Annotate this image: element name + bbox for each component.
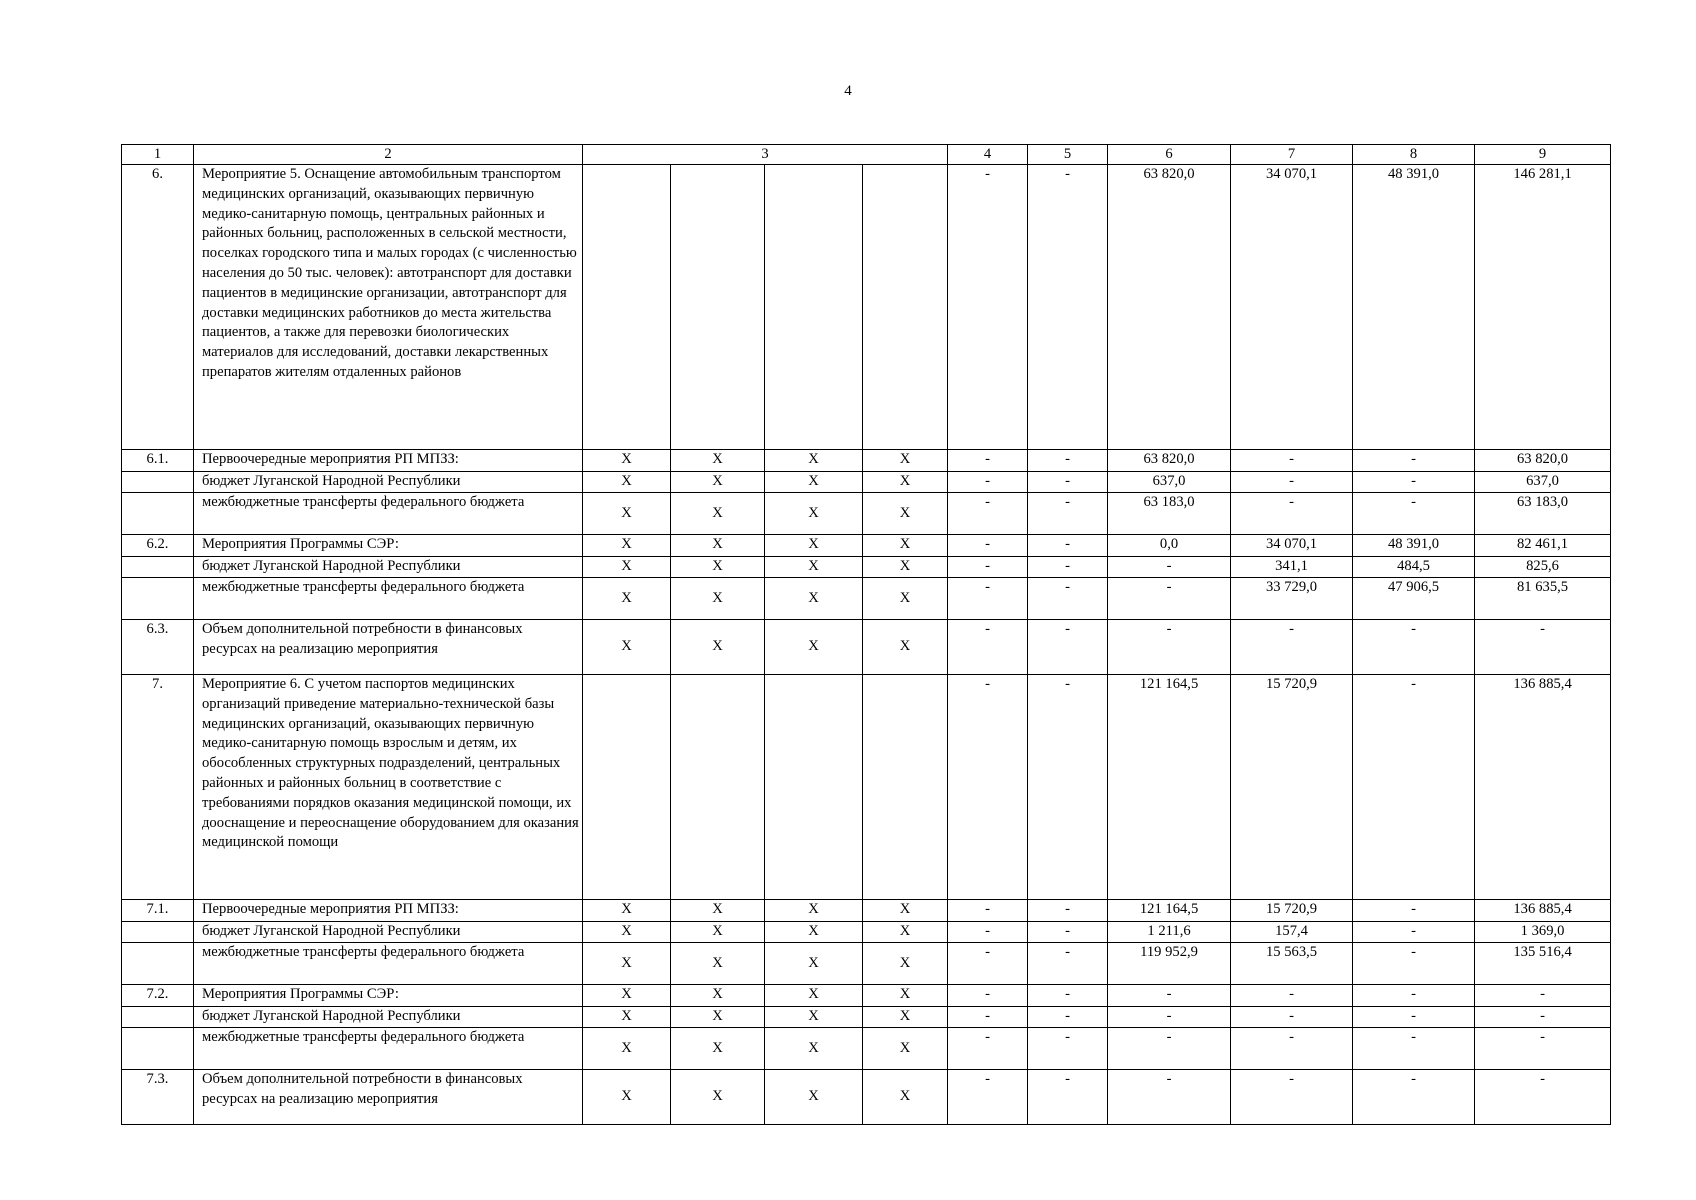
value-cell-c6: 63 820,0 <box>1108 165 1231 450</box>
value-cell-c6: 1 211,6 <box>1108 922 1231 943</box>
table-row <box>122 535 1611 557</box>
x-mark-cell: X <box>765 493 863 535</box>
row-name: межбюджетные трансферты федерального бюджета <box>194 943 583 985</box>
header-cell: 1 <box>122 145 194 165</box>
x-mark-cell <box>765 165 863 450</box>
value-cell-c9: 136 885,4 <box>1475 675 1611 900</box>
value-cell-c5: - <box>1028 620 1108 675</box>
x-mark-cell: X <box>863 985 948 1007</box>
x-mark-cell: X <box>583 1007 671 1028</box>
table-row <box>122 1070 1611 1125</box>
value-cell-c5: - <box>1028 472 1108 493</box>
value-cell-c6: 63 183,0 <box>1108 493 1231 535</box>
value-cell-c7: 15 563,5 <box>1231 943 1353 985</box>
row-name: Объем дополнительной потребности в финансовых ресурсах на реализацию мероприятия <box>194 1070 583 1125</box>
value-cell-c4: - <box>948 450 1028 472</box>
x-mark-cell: X <box>863 1007 948 1028</box>
x-mark-cell <box>671 165 765 450</box>
x-mark-cell: X <box>765 1070 863 1125</box>
value-cell-c7: - <box>1231 1028 1353 1070</box>
x-mark-cell: X <box>863 1028 948 1070</box>
x-mark-cell: X <box>671 620 765 675</box>
value-cell-c7: 34 070,1 <box>1231 535 1353 557</box>
table-row <box>122 922 1611 943</box>
value-cell-c4: - <box>948 578 1028 620</box>
row-name: Первоочередные мероприятия РП МПЗЗ: <box>194 450 583 472</box>
value-cell-c7: 341,1 <box>1231 557 1353 578</box>
value-cell-c8: - <box>1353 1070 1475 1125</box>
value-cell-c7: - <box>1231 1007 1353 1028</box>
table-row <box>122 578 1611 620</box>
value-cell-c7: 34 070,1 <box>1231 165 1353 450</box>
x-mark-cell: X <box>765 1007 863 1028</box>
value-cell-c4: - <box>948 1070 1028 1125</box>
x-mark-cell: X <box>671 557 765 578</box>
value-cell-c6: - <box>1108 1070 1231 1125</box>
x-mark-cell: X <box>765 557 863 578</box>
value-cell-c5: - <box>1028 578 1108 620</box>
x-mark-cell: X <box>671 1070 765 1125</box>
row-name: Мероприятие 5. Оснащение автомобильным транспортом медицинских организаций, оказывающих первичную медико-санитарную помощь, центральных районных и районных больниц, расположенных в сельской местности, поселках городского типа и малых городах (с численностью населения до 50 тыс. человек): автотранспорт для доставки пациентов в медицинские организации, автотранспорт для доставки медицинских работников до места жительства пациентов, а также для перевозки биологических материалов для исследований, доставки лекарственных препаратов жителям отдаленных районов <box>194 165 583 450</box>
x-mark-cell: X <box>765 1028 863 1070</box>
row-name: бюджет Луганской Народной Республики <box>194 472 583 493</box>
table-row <box>122 620 1611 675</box>
value-cell-c4: - <box>948 493 1028 535</box>
value-cell-c5: - <box>1028 675 1108 900</box>
row-name: межбюджетные трансферты федерального бюджета <box>194 1028 583 1070</box>
table-row <box>122 472 1611 493</box>
header-cell: 6 <box>1108 145 1231 165</box>
value-cell-c8: - <box>1353 900 1475 922</box>
row-number <box>122 493 194 535</box>
value-cell-c8: - <box>1353 1028 1475 1070</box>
row-number <box>122 557 194 578</box>
header-cell: 8 <box>1353 145 1475 165</box>
value-cell-c7: - <box>1231 450 1353 472</box>
value-cell-c7: - <box>1231 493 1353 535</box>
value-cell-c9: 135 516,4 <box>1475 943 1611 985</box>
value-cell-c4: - <box>948 165 1028 450</box>
value-cell-c8: 48 391,0 <box>1353 165 1475 450</box>
x-mark-cell: X <box>583 493 671 535</box>
value-cell-c4: - <box>948 620 1028 675</box>
value-cell-c6: 119 952,9 <box>1108 943 1231 985</box>
x-mark-cell: X <box>765 900 863 922</box>
value-cell-c9: 81 635,5 <box>1475 578 1611 620</box>
row-number: 7.2. <box>122 985 194 1007</box>
value-cell-c5: - <box>1028 985 1108 1007</box>
value-cell-c8: - <box>1353 1007 1475 1028</box>
value-cell-c9: 136 885,4 <box>1475 900 1611 922</box>
value-cell-c6: 63 820,0 <box>1108 450 1231 472</box>
x-mark-cell: X <box>863 578 948 620</box>
value-cell-c4: - <box>948 985 1028 1007</box>
x-mark-cell: X <box>583 557 671 578</box>
row-number <box>122 1028 194 1070</box>
header-cell: 9 <box>1475 145 1611 165</box>
value-cell-c6: - <box>1108 557 1231 578</box>
x-mark-cell <box>863 165 948 450</box>
row-name: межбюджетные трансферты федерального бюджета <box>194 493 583 535</box>
value-cell-c7: - <box>1231 985 1353 1007</box>
value-cell-c5: - <box>1028 165 1108 450</box>
x-mark-cell: X <box>583 900 671 922</box>
table-row <box>122 985 1611 1007</box>
row-number <box>122 472 194 493</box>
table-row <box>122 165 1611 450</box>
header-cell: 7 <box>1231 145 1353 165</box>
value-cell-c5: - <box>1028 535 1108 557</box>
x-mark-cell: X <box>583 1070 671 1125</box>
x-mark-cell: X <box>863 900 948 922</box>
value-cell-c4: - <box>948 900 1028 922</box>
x-mark-cell: X <box>583 535 671 557</box>
value-cell-c5: - <box>1028 922 1108 943</box>
value-cell-c9: 637,0 <box>1475 472 1611 493</box>
x-mark-cell <box>863 675 948 900</box>
row-number: 7.3. <box>122 1070 194 1125</box>
row-number <box>122 943 194 985</box>
value-cell-c9: - <box>1475 1070 1611 1125</box>
value-cell-c5: - <box>1028 1070 1108 1125</box>
row-name: бюджет Луганской Народной Республики <box>194 922 583 943</box>
row-name: бюджет Луганской Народной Республики <box>194 557 583 578</box>
row-name: Мероприятия Программы СЭР: <box>194 535 583 557</box>
row-name: бюджет Луганской Народной Республики <box>194 1007 583 1028</box>
row-number <box>122 578 194 620</box>
row-number: 6. <box>122 165 194 450</box>
value-cell-c4: - <box>948 943 1028 985</box>
value-cell-c8: - <box>1353 493 1475 535</box>
x-mark-cell: X <box>765 472 863 493</box>
x-mark-cell: X <box>671 578 765 620</box>
row-name: Объем дополнительной потребности в финансовых ресурсах на реализацию мероприятия <box>194 620 583 675</box>
value-cell-c4: - <box>948 1028 1028 1070</box>
value-cell-c7: - <box>1231 472 1353 493</box>
row-name: межбюджетные трансферты федерального бюджета <box>194 578 583 620</box>
value-cell-c9: 63 183,0 <box>1475 493 1611 535</box>
table-row <box>122 1007 1611 1028</box>
value-cell-c7: - <box>1231 1070 1353 1125</box>
x-mark-cell: X <box>583 922 671 943</box>
value-cell-c8: - <box>1353 620 1475 675</box>
table-row <box>122 450 1611 472</box>
value-cell-c5: - <box>1028 493 1108 535</box>
x-mark-cell: X <box>863 557 948 578</box>
value-cell-c4: - <box>948 535 1028 557</box>
value-cell-c8: - <box>1353 450 1475 472</box>
value-cell-c4: - <box>948 557 1028 578</box>
value-cell-c5: - <box>1028 900 1108 922</box>
header-row <box>122 145 1611 165</box>
value-cell-c9: 146 281,1 <box>1475 165 1611 450</box>
x-mark-cell: X <box>765 922 863 943</box>
x-mark-cell: X <box>583 985 671 1007</box>
value-cell-c5: - <box>1028 1028 1108 1070</box>
x-mark-cell: X <box>671 535 765 557</box>
budget-table <box>121 144 1611 1125</box>
x-mark-cell: X <box>863 1070 948 1125</box>
value-cell-c4: - <box>948 675 1028 900</box>
value-cell-c7: 15 720,9 <box>1231 675 1353 900</box>
x-mark-cell: X <box>671 900 765 922</box>
row-name: Мероприятия Программы СЭР: <box>194 985 583 1007</box>
table-row <box>122 675 1611 900</box>
value-cell-c6: 121 164,5 <box>1108 900 1231 922</box>
x-mark-cell: X <box>671 1007 765 1028</box>
row-number: 7.1. <box>122 900 194 922</box>
x-mark-cell: X <box>583 472 671 493</box>
x-mark-cell: X <box>671 472 765 493</box>
x-mark-cell: X <box>583 450 671 472</box>
header-cell: 5 <box>1028 145 1108 165</box>
row-name: Первоочередные мероприятия РП МПЗЗ: <box>194 900 583 922</box>
header-cell: 4 <box>948 145 1028 165</box>
value-cell-c8: - <box>1353 943 1475 985</box>
row-number: 6.1. <box>122 450 194 472</box>
x-mark-cell: X <box>863 922 948 943</box>
x-mark-cell: X <box>765 535 863 557</box>
value-cell-c8: - <box>1353 675 1475 900</box>
value-cell-c4: - <box>948 922 1028 943</box>
value-cell-c6: 121 164,5 <box>1108 675 1231 900</box>
value-cell-c8: - <box>1353 985 1475 1007</box>
value-cell-c6: - <box>1108 1007 1231 1028</box>
x-mark-cell: X <box>765 943 863 985</box>
x-mark-cell: X <box>863 472 948 493</box>
x-mark-cell: X <box>765 450 863 472</box>
value-cell-c8: 47 906,5 <box>1353 578 1475 620</box>
x-mark-cell <box>765 675 863 900</box>
x-mark-cell: X <box>671 985 765 1007</box>
value-cell-c8: 484,5 <box>1353 557 1475 578</box>
table-row <box>122 1028 1611 1070</box>
x-mark-cell: X <box>765 985 863 1007</box>
value-cell-c9: - <box>1475 620 1611 675</box>
x-mark-cell: X <box>863 943 948 985</box>
value-cell-c8: - <box>1353 922 1475 943</box>
value-cell-c8: - <box>1353 472 1475 493</box>
value-cell-c6: - <box>1108 620 1231 675</box>
row-name: Мероприятие 6. С учетом паспортов медицинских организаций приведение материально-технической базы медицинских организаций, оказывающих первичную медико-санитарную помощь взрослым и детям, их обособленных структурных подразделений, центральных районных и районных больниц в соответствие с требованиями порядков оказания медицинской помощи, их дооснащение и переоснащение оборудованием для оказания медицинской помощи <box>194 675 583 900</box>
x-mark-cell: X <box>863 535 948 557</box>
value-cell-c5: - <box>1028 557 1108 578</box>
value-cell-c5: - <box>1028 450 1108 472</box>
value-cell-c9: - <box>1475 985 1611 1007</box>
x-mark-cell: X <box>765 620 863 675</box>
header-cell: 2 <box>194 145 583 165</box>
value-cell-c7: - <box>1231 620 1353 675</box>
table-row <box>122 943 1611 985</box>
x-mark-cell: X <box>671 450 765 472</box>
value-cell-c7: 33 729,0 <box>1231 578 1353 620</box>
table-row <box>122 557 1611 578</box>
value-cell-c6: 0,0 <box>1108 535 1231 557</box>
page-number: 4 <box>844 83 852 99</box>
x-mark-cell: X <box>863 450 948 472</box>
x-mark-cell: X <box>671 493 765 535</box>
x-mark-cell: X <box>583 1028 671 1070</box>
x-mark-cell: X <box>671 922 765 943</box>
x-mark-cell: X <box>765 578 863 620</box>
value-cell-c6: - <box>1108 985 1231 1007</box>
x-mark-cell: X <box>583 943 671 985</box>
x-mark-cell: X <box>863 620 948 675</box>
x-mark-cell: X <box>671 1028 765 1070</box>
x-mark-cell: X <box>863 493 948 535</box>
value-cell-c9: 82 461,1 <box>1475 535 1611 557</box>
value-cell-c7: 15 720,9 <box>1231 900 1353 922</box>
x-mark-cell: X <box>583 578 671 620</box>
value-cell-c4: - <box>948 472 1028 493</box>
value-cell-c7: 157,4 <box>1231 922 1353 943</box>
x-mark-cell: X <box>671 943 765 985</box>
value-cell-c9: 825,6 <box>1475 557 1611 578</box>
row-number: 6.3. <box>122 620 194 675</box>
value-cell-c5: - <box>1028 943 1108 985</box>
value-cell-c6: - <box>1108 1028 1231 1070</box>
row-number <box>122 922 194 943</box>
value-cell-c9: - <box>1475 1028 1611 1070</box>
x-mark-cell: X <box>583 620 671 675</box>
x-mark-cell <box>583 165 671 450</box>
row-number: 7. <box>122 675 194 900</box>
value-cell-c4: - <box>948 1007 1028 1028</box>
value-cell-c9: 63 820,0 <box>1475 450 1611 472</box>
value-cell-c5: - <box>1028 1007 1108 1028</box>
header-cell: 3 <box>583 145 948 165</box>
x-mark-cell <box>671 675 765 900</box>
table-row <box>122 493 1611 535</box>
table-row <box>122 900 1611 922</box>
value-cell-c9: 1 369,0 <box>1475 922 1611 943</box>
x-mark-cell <box>583 675 671 900</box>
row-number: 6.2. <box>122 535 194 557</box>
value-cell-c8: 48 391,0 <box>1353 535 1475 557</box>
value-cell-c6: - <box>1108 578 1231 620</box>
row-number <box>122 1007 194 1028</box>
value-cell-c9: - <box>1475 1007 1611 1028</box>
value-cell-c6: 637,0 <box>1108 472 1231 493</box>
